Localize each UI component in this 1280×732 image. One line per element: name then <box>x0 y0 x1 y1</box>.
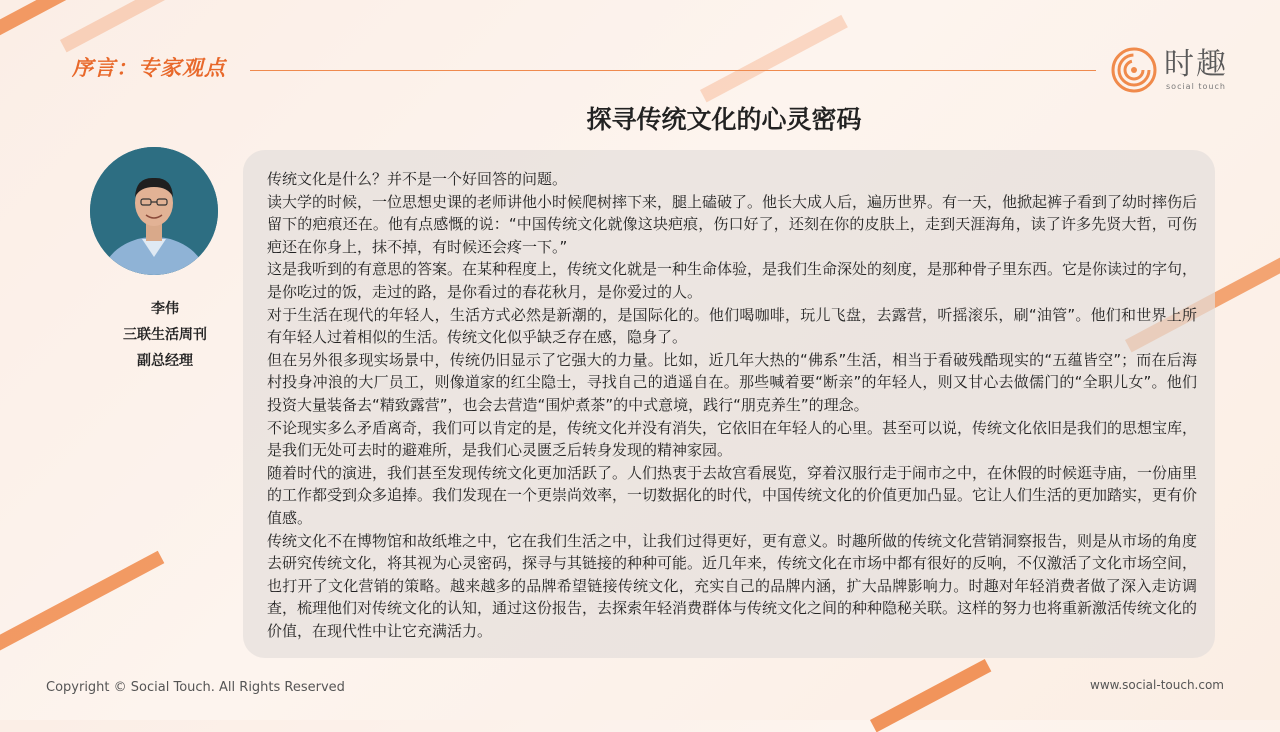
website-url[interactable]: www.social-touch.com <box>1090 678 1224 692</box>
section-title: 序言：专家观点 <box>72 56 226 80</box>
logo-chinese-text: 时趣 <box>1164 47 1228 82</box>
article-paragraph: 读大学的时候，一位思想史课的老师讲他小时候爬树摔下来，腿上磕破了。他长大成人后，遍历世界。有一天，他掀起裤子看到了幼时摔伤后留下的疤痕还在。他有点感慨的说：“中国传统文化就像这块疤痕，伤口好了，还刻在你的皮肤上，走到天涯海角，读了许多先贤大哲，可伤疤还在你身上，抹不掉，有时候还会疼一下。” <box>267 192 1198 256</box>
expert-position: 副总经理 <box>137 353 193 369</box>
article-paragraph: 随着时代的演进，我们甚至发现传统文化更加活跃了。人们热衷于去故宫看展览，穿着汉服行走于闹市之中，在休假的时候逛寺庙，一份庙里的工作都受到众多追捧。我们发现在一个更崇尚效率，一切数据化的时代，中国传统文化的价值更加凸显。它让人们生活的更加踏实，更有价值感。 <box>267 463 1198 527</box>
decorative-stripe <box>870 659 991 732</box>
article-paragraph: 传统文化是什么？并不是一个好回答的问题。 <box>267 170 568 188</box>
logo-english-text: social touch <box>1166 82 1226 91</box>
article-paragraph: 对于生活在现代的年轻人，生活方式必然是新潮的，是国际化的。他们喝咖啡，玩儿飞盘，去露营，听摇滚乐，刷“油管”。他们和世界上所有年轻人过着相似的生活。传统文化似乎缺乏存在感，隐身了。 <box>267 305 1197 347</box>
decorative-stripe <box>0 551 164 653</box>
person-portrait-icon <box>90 147 218 275</box>
decorative-stripe <box>60 0 243 52</box>
article-paragraph: 但在另外很多现实场景中，传统仍旧显示了它强大的力量。比如，近几年大热的“佛系”生活，相当于看破残酷现实的“五蕴皆空”；而在后海村投身冲浪的大厂员工，则像道家的红尘隐士，寻找自己的逍遥自在。那些喊着要“断亲”的年轻人，则又甘心去做儒门的“全职儿女”。他们投资大量装备去“精致露营”，也会去营造“围炉煮茶”的中式意境，践行“朋克养生”的理念。 <box>267 350 1197 414</box>
header-divider <box>250 70 1096 71</box>
article-paragraph: 不论现实多么矛盾离奇，我们可以肯定的是，传统文化并没有消失，它依旧在年轻人的心里。甚至可以说，传统文化依旧是我们的思想宝库，是我们无处可去时的避难所，是我们心灵匮乏后转身发现的精神家园。 <box>267 418 1198 460</box>
article-paragraph: 传统文化不在博物馆和故纸堆之中，它在我们生活之中，让我们过得更好，更有意义。时趣所做的传统文化营销洞察报告，则是从市场的角度去研究传统文化，将其视为心灵密码，探寻与其链接的种种可能。近几年来，传统文化在市场中都有很好的反响，不仅激活了文化市场空间，也打开了文化营销的策略。越来越多的品牌希望链接传统文化，充实自己的品牌内涵，扩大品牌影响力。时趣对年轻消费者做了深入走访调查，梳理他们对传统文化的认知，通过这份报告，去探索年轻消费群体与传统文化之间的种种隐秘关联。这样的努力也将重新激活传统文化的价值，在现代性中让它充满活力。 <box>267 531 1198 640</box>
spiral-logo-icon <box>1110 46 1158 94</box>
expert-avatar <box>90 147 218 275</box>
decorative-stripe <box>700 15 848 102</box>
page-title: 探寻传统文化的心灵密码 <box>586 105 862 134</box>
article-paragraph: 这是我听到的有意思的答案。在某种程度上，传统文化就是一种生命体验，是我们生命深处的刻度，是那种骨子里东西。它是你读过的字句，是你吃过的饭，走过的路，是你看过的春花秋月，是你爱过的人。 <box>267 260 1198 301</box>
copyright-notice: Copyright © Social Touch. All Rights Reserved <box>46 680 345 695</box>
expert-name: 李伟 <box>151 301 179 317</box>
article-body <box>267 168 1197 642</box>
expert-organization: 三联生活周刊 <box>123 327 207 343</box>
brand-logo <box>1110 46 1235 94</box>
